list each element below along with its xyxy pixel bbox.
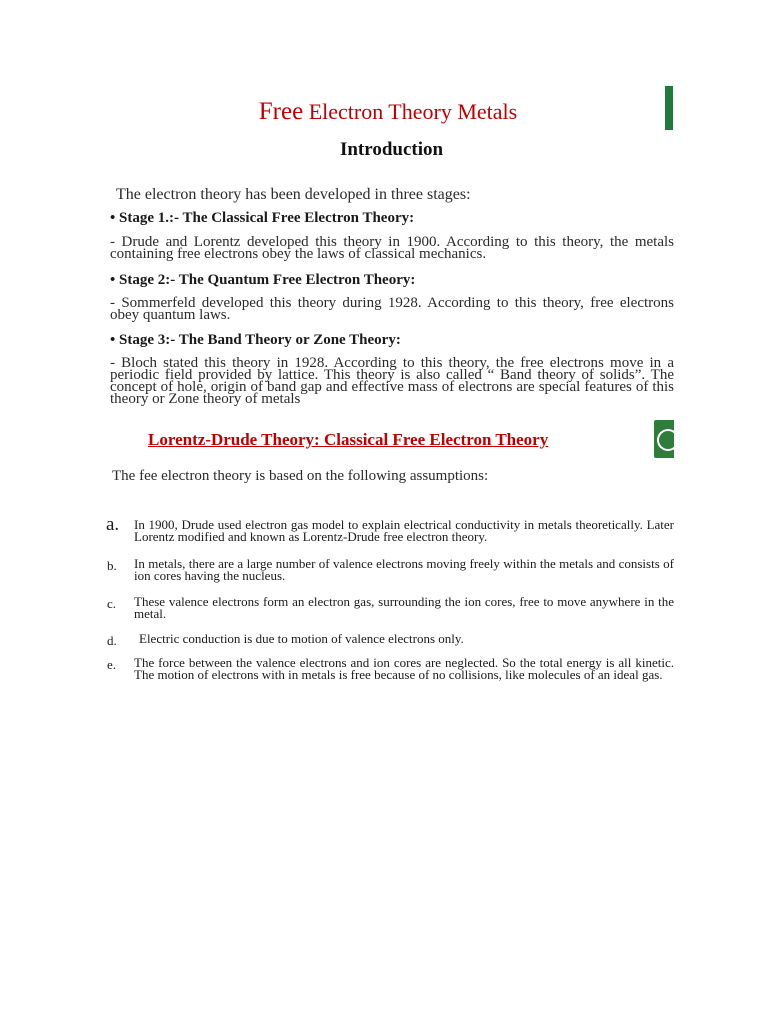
assumption-text: These valence electrons form an electron gas, surrounding the ion cores, free to move anywhere in the metal. (134, 594, 674, 621)
section-heading-lorentz-drude: Lorentz-Drude Theory: Classical Free Electron Theory (148, 430, 549, 449)
assumption-item (107, 558, 674, 582)
assumption-text: Electric conduction is due to motion of valence electrons only. (139, 631, 464, 646)
assumption-marker: b. (107, 558, 117, 573)
assumption-item (107, 631, 674, 648)
section-heading-introduction: Introduction (339, 139, 444, 160)
assumption-item (107, 596, 674, 620)
assumption-marker: d. (107, 633, 117, 648)
assumption-marker: a. (106, 514, 120, 535)
page-title-first-word: Free (258, 98, 304, 125)
assumption-text: The force between the valence electrons and ion cores are neglected. So the total energy is all kinetic. The motion of electrons with in metals is free because of no collisions, like molecules of an ideal gas. (134, 655, 674, 682)
page-title-rest: Electron Theory Metals (308, 99, 518, 124)
assumption-text: In 1900, Drude used electron gas model to explain electrical conductivity in metals theoretically. Later Lorentz modified and known as Lorentz-Drude free electron theory. (134, 517, 674, 544)
stage-1-body: - Drude and Lorentz developed this theory in 1900. According to this theory, the metals containing free electrons obey the laws of classical mechanics. (110, 234, 674, 262)
assumption-text: In metals, there are a large number of valence electrons moving freely within the metals and consists of ion cores having the nucleus. (134, 556, 674, 583)
stage-2-heading: • Stage 2:- The Quantum Free Electron Theory: (110, 272, 416, 288)
institution-logo (654, 420, 674, 458)
assumption-marker: c. (107, 596, 117, 611)
assumption-item (106, 514, 674, 544)
stage-1-heading: • Stage 1.:- The Classical Free Electron Theory: (110, 210, 415, 226)
page-title (0, 98, 768, 126)
assumptions-lead-text: The fee electron theory is based on the following assumptions: (112, 468, 489, 484)
stage-3-heading: • Stage 3:- The Band Theory or Zone Theory: (110, 332, 401, 348)
intro-lead-text: The electron theory has been developed in three stages: (116, 186, 471, 203)
stage-2-body: - Sommerfeld developed this theory during 1928. According to this theory, free electrons obey quantum laws. (110, 295, 674, 323)
assumption-marker: e. (107, 657, 117, 672)
assumption-item (107, 657, 674, 681)
stage-3-body: - Bloch stated this theory in 1928. According to this theory, the free electrons move in a periodic field provided by lattice. This theory is also called “ Band theory of solids”. The concept of hole, origin of band gap and effective mass of electrons are special features of this theory or Zone theory of metals (110, 355, 674, 407)
